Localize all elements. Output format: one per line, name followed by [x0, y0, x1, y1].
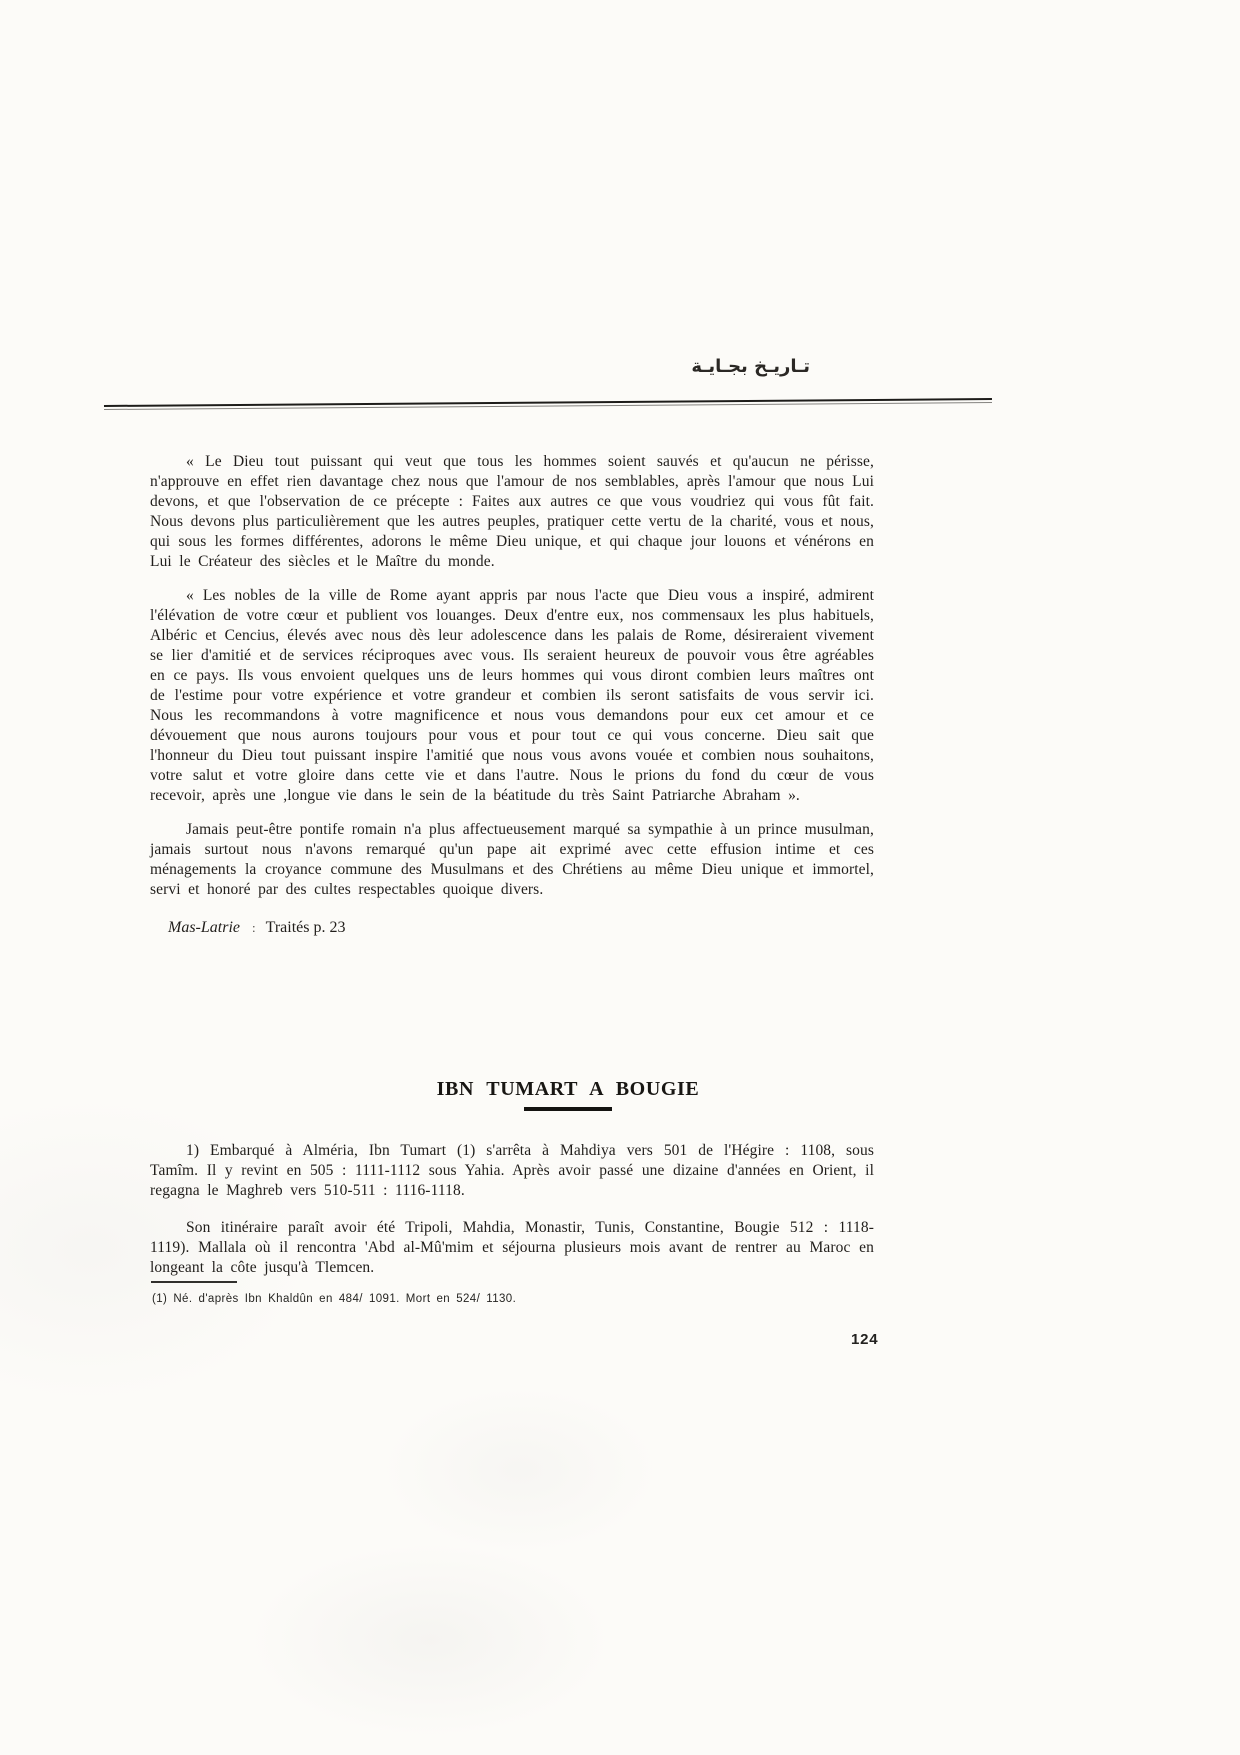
header-rule	[104, 398, 992, 410]
source-author: Mas-Latrie	[168, 919, 240, 936]
arabic-running-head: تـاريـخ بجـايـة	[691, 356, 810, 377]
paragraph-quote-1: « Le Dieu tout puissant qui veut que tous les hommes soient sauvés et qu'aucun ne périsse, n'approuve en effet rien davantage chez nous que l'amour de nos semblables, après l'amour que nous Lui devons, et que l'observation de ce précepte : Faites aux autres ce que vous voudriez qui vous fût fait. Nous devons plus particulièrement que les autres peuples, pratiquer cette vertu de la charité, vous et nous, qui sous les formes différentes, adorons le même Dieu unique, et qui chaque jour louons et vénérons en Lui le Créateur des siècles et le Maître du monde.	[150, 453, 874, 570]
source-separator: :	[252, 920, 256, 935]
paragraph-itinerary-2: Son itinéraire paraît avoir été Tripoli, Mahdia, Monastir, Tunis, Constantine, Bougie 512 : 1118-1119). Mallala où il rencontra 'Abd al-Mû'mim et séjourna plusieurs mois avant de rentrer au Maroc en longeant la côte jusqu'à Tlemcen.	[150, 1219, 874, 1276]
source-citation	[150, 918, 874, 938]
paragraph-quote-2: « Les nobles de la ville de Rome ayant appris par nous l'acte que Dieu vous a inspiré, admirent l'élévation de votre cœur et publient vos louanges. Deux d'entre eux, nos commensaux les plus habituels, Albéric et Cencius, élevés avec nous dès leur adolescence dans les palais de Rome, désireraient vivement se lier d'amitié et de services réciproques avec vous. Ils seraient heureux de pouvoir vous être agréables en ce pays. Ils vous envoient quelques uns de leurs hommes qui vous diront combien leurs maîtres ont de l'estime pour votre expérience et votre grandeur et combien ils seront satisfaits de vous servir ici. Nous les recommandons à votre magnificence et nous vous demandons pour eux cet amour et ce dévouement que nous aurons toujours pour vous et pour tout ce qui vous concerne. Dieu sait que l'honneur du Dieu tout puissant inspire l'amitié que nous vous avons vouée et combien nous souhaitons, votre salut et votre gloire dans cette vie et dans l'autre. Nous le prions du fond du cœur de vous recevoir, après une ,longue vie dans le sein de la béatitude du très Saint Patriarche Abraham ».	[150, 587, 874, 804]
section-ibn-tumart	[150, 1078, 874, 1295]
paragraph-commentary: Jamais peut-être pontife romain n'a plus affectueusement marqué sa sympathie à un prince musulman, jamais surtout nous n'avons remarqué qu'un pape ait exprimé avec cette effusion intime et ces ménagements la croyance commune des Musulmans et des Chrétiens au même Dieu unique et immortel, servi et honoré par des cultes respectables quoique divers.	[150, 821, 874, 898]
source-reference: Traités p. 23	[265, 919, 346, 936]
papal-letter-block	[150, 452, 874, 938]
footnote-rule	[151, 1281, 237, 1283]
page-number: 124	[851, 1331, 879, 1348]
heading-underline	[524, 1107, 612, 1111]
section-heading: IBN TUMART A BOUGIE	[436, 1078, 700, 1100]
footnote: (1) Né. d'après Ibn Khaldûn en 484/ 1091. Mort en 524/ 1130.	[152, 1293, 517, 1305]
paragraph-itinerary-1: 1) Embarqué à Alméria, Ibn Tumart (1) s'arrêta à Mahdiya vers 501 de l'Hégire : 1108, sous Tamîm. Il y revint en 505 : 1111-1112 sous Yahia. Après avoir passé une dizaine d'années en Orient, il regagna le Maghreb vers 510-511 : 1116-1118.	[150, 1142, 874, 1199]
